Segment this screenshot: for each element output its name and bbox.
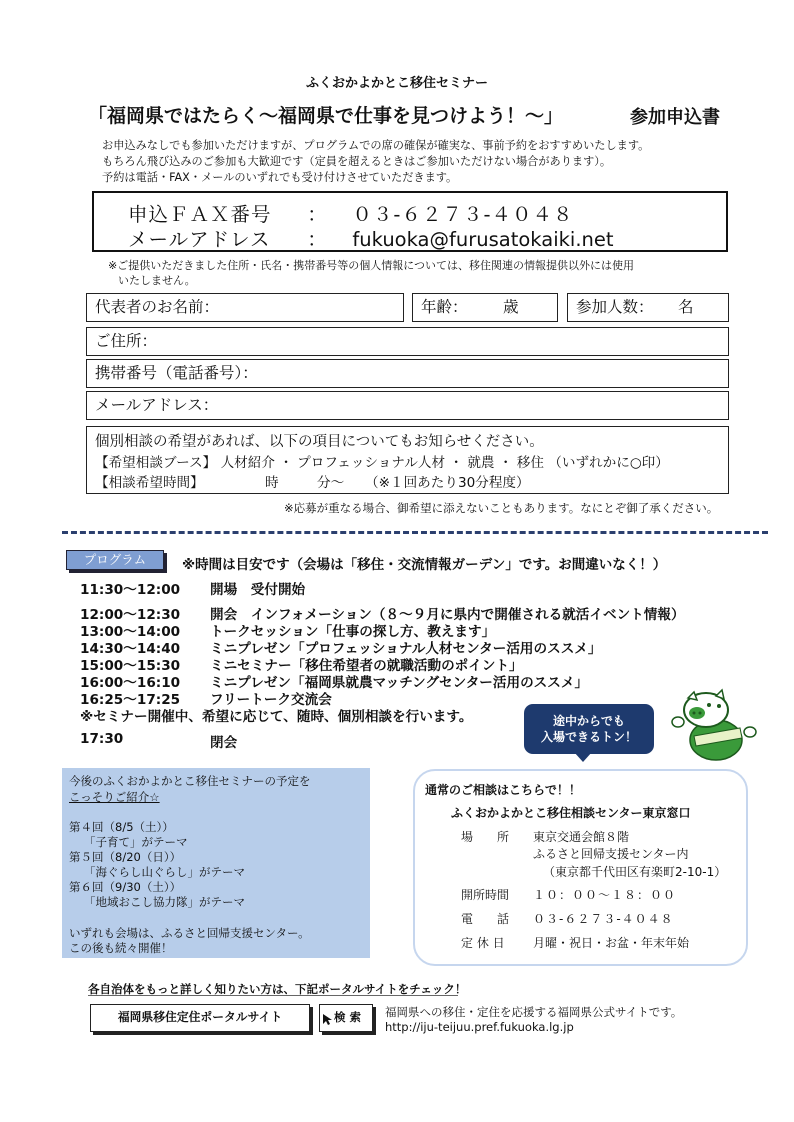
schedule-time: 15:00～15:30: [80, 658, 181, 674]
closing-desc: 閉会: [210, 735, 238, 751]
people-field[interactable]: [567, 293, 729, 322]
age-unit: 歳: [503, 298, 519, 316]
future-event-date: 第４回（8/5（土））: [69, 820, 174, 834]
intro-line-2: もちろん飛び込みのご参加も大歓迎です（定員を超えるときはご参加いただけない場合があります）。: [102, 155, 612, 168]
search-button[interactable]: 検 索: [319, 1004, 373, 1032]
schedule-time: 11:30～12:00: [80, 582, 181, 598]
future-seminars-box: [62, 768, 370, 958]
name-field[interactable]: [86, 293, 404, 322]
address-field[interactable]: [86, 327, 729, 356]
portal-site-name[interactable]: 福岡県移住定住ポータルサイト: [90, 1004, 310, 1032]
consult-hour: 時: [265, 475, 279, 491]
future-closing-1: いずれも会場は、ふるさと回帰支援センター。: [69, 926, 310, 940]
seminar-name: ふくおかよかとこ移住セミナー: [305, 76, 488, 91]
program-tag: プログラム: [66, 550, 164, 570]
phone-label: 携帯番号（電話番号）：: [95, 364, 258, 382]
consult-min: 分～: [317, 475, 345, 491]
consult-line-3: [95, 471, 530, 491]
consult-time-label: 【相談希望時間】: [95, 475, 204, 491]
future-event-theme: 「子育て」がテーマ: [84, 835, 188, 849]
schedule-time: 14:30～14:40: [80, 641, 181, 657]
fax-colon: ：: [307, 203, 328, 226]
center-phone-label: 電 話: [461, 912, 510, 926]
consultation-center-box: [413, 769, 748, 966]
dashed-divider: [62, 531, 768, 534]
privacy-note-2: いたしません。: [118, 274, 196, 287]
mail-label: メールアドレス: [128, 228, 271, 251]
portal-heading: 各自治体をもっと詳しく知りたい方は、下記ポータルサイトをチェック！: [88, 982, 467, 996]
schedule-desc: ミニプレゼン「プロフェッショナル人材センター活用のススメ」: [210, 641, 602, 657]
consult-during-note: ※セミナー開催中、希望に応じて、随時、個別相談を行います。: [80, 709, 473, 725]
portal-url[interactable]: http://iju-teijuu.pref.fukuoka.lg.jp: [385, 1020, 574, 1034]
center-place-label: 場 所: [461, 830, 510, 844]
people-unit: 名: [678, 298, 694, 316]
privacy-note-1: ※ご提供いただきました住所・氏名・携帯番号等の個人情報については、移住関連の情報提供以外には使用: [108, 259, 634, 272]
speech-bubble: [524, 704, 654, 754]
future-intro-1: 今後のふくおかよかとこ移住セミナーの予定を: [69, 774, 311, 788]
closing-time: 17:30: [80, 731, 124, 747]
center-place-1: 東京交通会館８階: [533, 830, 630, 844]
consult-line-1: 個別相談の希望があれば、以下の項目についてもお知らせください。: [95, 434, 544, 450]
schedule-time: 16:25～17:25: [80, 692, 181, 708]
center-closed-label: 定 休 日: [461, 936, 505, 950]
schedule-desc: ミニセミナー「移住希望者の就職活動のポイント」: [210, 658, 523, 674]
bubble-tail: [574, 752, 592, 762]
bubble-line-2: 入場できるトン！: [540, 730, 637, 744]
email-label: メールアドレス：: [95, 396, 219, 414]
schedule-desc: ミニプレゼン「福岡県就農マッチングセンター活用のススメ」: [210, 675, 589, 691]
schedule-desc: 開場 受付開始: [210, 582, 306, 598]
schedule-time: 12:00～12:30: [80, 607, 181, 623]
future-event-date: 第５回（8/20（日））: [69, 850, 182, 864]
cursor-arrow-icon: [321, 1012, 335, 1026]
fax-label: 申込ＦＡＸ番号: [128, 203, 272, 226]
email-field[interactable]: [86, 391, 729, 420]
age-field[interactable]: [412, 293, 558, 322]
future-event-date: 第６回（9/30（土））: [69, 880, 182, 894]
center-place-3: （東京都千代田区有楽町2-10-1）: [543, 865, 727, 879]
people-label: 参加人数：: [576, 298, 654, 316]
portal-underline: [88, 995, 458, 996]
mail-address: fukuoka@furusatokaiki.net: [352, 228, 614, 251]
address-label: ご住所：: [95, 332, 158, 350]
form-label: 参加申込書: [630, 107, 720, 128]
mail-colon: ：: [307, 228, 328, 251]
center-hours-value: １０：００～１８：００: [533, 888, 677, 902]
fax-number: ０３-６２７３-４０４８: [352, 203, 574, 226]
consult-line-2: 【希望相談ブース】 人材紹介 ・ プロフェッショナル人材 ・ 就農 ・ 移住 （いずれかに○印）: [95, 455, 669, 471]
bubble-line-1: 途中からでも: [553, 714, 625, 728]
center-heading-1: 通常のご相談はこちらで！！: [425, 783, 581, 797]
center-phone-value: ０３-６２７３-４０４８: [533, 912, 674, 926]
age-label: 年齢：: [421, 298, 468, 316]
schedule-desc: トークセッション「仕事の探し方、教えます」: [210, 624, 496, 640]
consult-box[interactable]: [86, 426, 729, 494]
center-heading-2: ふくおかよかとこ移住相談センター東京窓口: [451, 806, 691, 820]
center-hours-label: 開所時間: [461, 888, 510, 902]
intro-line-3: 予約は電話・FAX・メールのいずれでも受け付けさせていただきます。: [102, 171, 458, 184]
consult-duration-note: （※１回あたり30分程度）: [365, 475, 530, 491]
consult-note: ※応募が重なる場合、御希望に添えないこともあります。なにとぞ御了承ください。: [284, 501, 719, 515]
center-closed-value: 月曜・祝日・お盆・年末年始: [533, 936, 690, 950]
phone-field[interactable]: [86, 359, 729, 388]
future-closing-2: この後も続々開催！: [69, 941, 173, 955]
future-event-theme: 「海ぐらし山ぐらし」がテーマ: [84, 865, 245, 879]
future-intro-2: こっそりご紹介☆: [69, 790, 160, 804]
future-event-theme: 「地域おこし協力隊」がテーマ: [84, 895, 245, 909]
pig-mascot-icon: [664, 686, 764, 766]
page-title: 「福岡県ではたらく～福岡県で仕事を見つけよう！～」: [88, 105, 564, 127]
center-place-2: ふるさと回帰支援センター内: [533, 847, 689, 861]
name-label: 代表者のお名前：: [95, 298, 220, 316]
schedule-desc: 開会 インフォメーション（８～９月に県内で開催される就活イベント情報）: [210, 607, 685, 623]
contact-box: [92, 191, 728, 252]
schedule-time: 16:00～16:10: [80, 675, 181, 691]
intro-line-1: お申込みなしでも参加いただけますが、プログラムでの席の確保が確実な、事前予約をおすすめいたします。: [102, 139, 650, 152]
schedule-time: 13:00～14:00: [80, 624, 181, 640]
program-note: ※時間は目安です（会場は「移住・交流情報ガーデン」です。お間違いなく！）: [182, 557, 667, 573]
schedule-desc: フリートーク交流会: [210, 692, 332, 708]
portal-description: 福岡県への移住・定住を応援する福岡県公式サイトです。: [385, 1005, 683, 1019]
